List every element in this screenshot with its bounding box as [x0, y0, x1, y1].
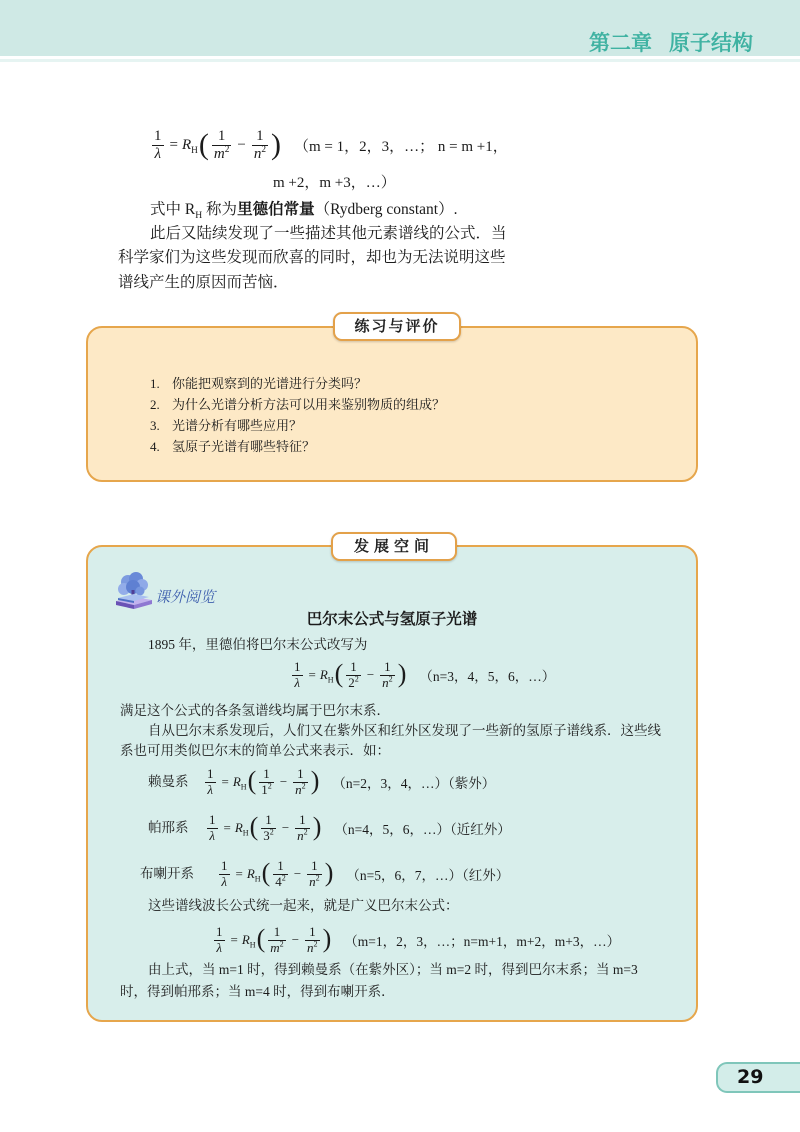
fraction-first-term	[268, 925, 285, 956]
equals-sign: =	[221, 774, 229, 790]
article-title: 巴尔末公式与氢原子光谱	[306, 610, 478, 628]
rydberg-term: 里德伯常量	[237, 200, 315, 218]
lyman-formula-row	[203, 767, 495, 798]
general-balmer-formula	[212, 925, 332, 956]
fraction-one-over-lambda	[214, 925, 225, 956]
minus-sign: −	[237, 137, 246, 154]
denominator-exponent: 2	[224, 145, 230, 156]
rydberg-constant-symbol	[241, 932, 256, 951]
rydberg-constant-symbol	[319, 667, 334, 686]
rydberg-formula	[150, 128, 282, 164]
brackett-condition: （n=5，6，7，…）（红外）	[346, 868, 510, 884]
rydberg-letter: R	[319, 667, 328, 683]
denominator-base: n	[307, 939, 314, 955]
denominator-exponent: 2	[279, 939, 284, 949]
fraction-numerator: 1	[252, 128, 268, 146]
fraction-numerator: 1	[209, 812, 216, 827]
denominator-exponent: 2	[267, 781, 272, 791]
rydberg-letter: R	[181, 137, 192, 154]
exercise-item-number: 4.	[150, 439, 160, 454]
brackett-formula	[217, 859, 334, 890]
paragraph-line: 谱线产生的原因而苦恼．	[118, 274, 289, 291]
denominator-base: 1	[261, 781, 268, 797]
series-name-lyman: 赖曼系	[148, 774, 189, 789]
fraction-denominator	[307, 875, 322, 890]
denominator-base: m	[270, 939, 280, 955]
lambda-symbol: λ	[294, 674, 301, 690]
fraction-numerator: 1	[259, 767, 274, 783]
fraction-second-term	[295, 813, 310, 844]
fraction-numerator: 1	[268, 925, 285, 941]
rydberg-subscript: H	[195, 210, 203, 222]
fraction-numerator: 1	[152, 128, 164, 146]
fraction-second-term	[293, 767, 308, 798]
lambda-symbol: λ	[154, 146, 161, 163]
right-parenthesis: )	[322, 924, 332, 954]
minus-sign: −	[293, 866, 302, 882]
equals-sign: =	[235, 866, 243, 882]
fraction-denominator	[346, 676, 361, 691]
rydberg-subscript: H	[191, 146, 198, 157]
fraction-numerator: 1	[221, 858, 228, 873]
denominator-exponent: 2	[301, 781, 306, 791]
formula-condition-continued: m +2，m +3，…）	[273, 175, 396, 191]
extension-title: 发展空间	[331, 532, 457, 561]
rydberg-subscript: H	[240, 783, 247, 793]
fraction-denominator	[380, 676, 395, 691]
brackett-formula-row	[217, 859, 509, 890]
denominator-exponent: 2	[281, 873, 286, 883]
fraction-denominator	[268, 941, 285, 956]
general-formula-row	[212, 925, 620, 956]
exercise-title: 练习与评价	[333, 312, 461, 341]
rydberg-letter: R	[234, 820, 243, 836]
fraction-numerator: 1	[307, 859, 322, 875]
lambda-symbol: λ	[207, 781, 214, 797]
left-parenthesis: (	[261, 858, 271, 888]
fraction-denominator	[273, 875, 288, 890]
right-parenthesis: )	[312, 812, 322, 842]
fraction-one-over-lambda	[292, 660, 303, 691]
lambda-symbol: λ	[216, 939, 223, 955]
denominator-base: n	[253, 146, 262, 163]
rydberg-letter: R	[246, 866, 255, 882]
discovery-line: 系也可用类似巴尔末的简单公式来表示．如：	[120, 743, 390, 758]
equals-sign: =	[230, 932, 238, 948]
lambda-symbol: λ	[221, 873, 228, 889]
right-parenthesis: )	[324, 858, 334, 888]
fraction-numerator: 1	[261, 813, 276, 829]
general-condition: （m=1，2，3，…；n=m+1，m+2，m+3，…）	[344, 934, 621, 950]
fraction-numerator: 1	[380, 660, 395, 676]
denominator-exponent: 2	[269, 827, 274, 837]
formula-condition: （m = 1，2，3，…； n = m +1，	[293, 139, 508, 156]
left-parenthesis: (	[334, 659, 344, 689]
rydberg-subscript: H	[254, 875, 261, 885]
paragraph-line: 科学家们为这些发现而欣喜的同时，却也为无法说明这些	[118, 249, 506, 266]
balmer-formula-row	[290, 660, 555, 691]
fraction-numerator: 1	[305, 925, 320, 941]
reading-books-icon	[115, 572, 153, 612]
equals-sign: =	[223, 820, 231, 836]
rydberg-letter: R	[232, 774, 241, 790]
fraction-first-term	[273, 859, 288, 890]
denominator-exponent: 2	[315, 873, 320, 883]
exercise-item-text: 你能把观察到的光谱进行分类吗？	[172, 376, 368, 391]
denominator-base: m	[213, 146, 225, 163]
fraction-numerator: 1	[216, 924, 223, 939]
rydberg-subscript: H	[249, 941, 256, 951]
rydberg-constant-symbol	[246, 866, 261, 885]
fraction-denominator	[261, 829, 276, 844]
denominator-exponent: 2	[313, 939, 318, 949]
left-parenthesis: (	[198, 127, 209, 161]
minus-sign: −	[291, 932, 300, 948]
left-parenthesis: (	[247, 766, 257, 796]
rydberg-constant-symbol	[234, 820, 249, 839]
fraction-denominator	[212, 146, 232, 163]
discovery-line: 自从巴尔末系发现后，人们又在紫外区和红外区发现了一些新的氢原子谱线系．这些线	[148, 723, 661, 738]
fraction-second-term	[380, 660, 395, 691]
exercise-item-number: 1.	[150, 376, 160, 391]
conclusion-line: 由上式，当 m=1 时，得到赖曼系（在紫外区）；当 m=2 时，得到巴尔末系；当 m=3	[148, 962, 638, 977]
fraction-numerator: 1	[295, 813, 310, 829]
fraction-second-term	[252, 128, 268, 164]
denominator-base: n	[295, 781, 302, 797]
paschen-formula	[205, 813, 322, 844]
series-name-paschen: 帕邢系	[148, 820, 189, 835]
fraction-first-term	[346, 660, 361, 691]
fraction-second-term	[305, 925, 320, 956]
exercise-item-number: 2.	[150, 397, 160, 412]
fraction-first-term	[259, 767, 274, 798]
paragraph-line: 此后又陆续发现了一些描述其他元素谱线的公式．当	[150, 225, 507, 242]
lyman-formula	[203, 767, 320, 798]
denominator-exponent: 2	[261, 145, 266, 156]
rydberg-subscript: H	[242, 829, 249, 839]
paschen-condition: （n=4，5，6，…）（近红外）	[334, 822, 511, 838]
minus-sign: −	[366, 667, 375, 683]
fraction-numerator: 1	[294, 659, 301, 674]
paschen-formula-row	[205, 813, 511, 844]
fraction-one-over-lambda	[205, 767, 216, 798]
fraction-numerator: 1	[346, 660, 361, 676]
denominator-base: 4	[275, 873, 282, 889]
denominator-base: n	[382, 674, 389, 690]
right-parenthesis: )	[270, 127, 281, 161]
fraction-numerator: 1	[293, 767, 308, 783]
fraction-one-over-lambda	[219, 859, 230, 890]
fraction-first-term	[212, 128, 232, 164]
fraction-numerator: 1	[207, 766, 214, 781]
exercise-item-number: 3.	[150, 418, 160, 433]
rydberg-formula-row	[150, 128, 508, 164]
denominator-exponent: 2	[303, 827, 308, 837]
page-number: 29	[716, 1062, 800, 1093]
reading-label: 课外阅览	[155, 588, 216, 606]
rydberg-subscript: H	[327, 676, 334, 686]
rydberg-letter: R	[184, 201, 196, 218]
right-parenthesis: )	[310, 766, 320, 796]
denominator-base: n	[309, 873, 316, 889]
denominator-base: 2	[348, 674, 355, 690]
general-formula-intro: 这些谱线波长公式统一起来，就是广义巴尔末公式：	[148, 898, 459, 913]
minus-sign: −	[281, 820, 290, 836]
denominator-exponent: 2	[388, 674, 393, 684]
exercise-item-text: 为什么光谱分析方法可以用来鉴别物质的组成？	[172, 397, 446, 412]
conclusion-line: 时，得到帕邢系；当 m=4 时，得到布喇开系．	[120, 984, 395, 999]
fraction-one-over-lambda	[207, 813, 218, 844]
series-name-brackett: 布喇开系	[140, 866, 194, 881]
lambda-symbol: λ	[209, 827, 216, 843]
fraction-denominator	[305, 941, 320, 956]
rydberg-post: （Rydberg constant）.	[314, 201, 458, 218]
left-parenthesis: (	[249, 812, 259, 842]
rydberg-mid: 称为	[202, 201, 238, 218]
chapter-number: 第二章	[589, 31, 652, 55]
fraction-denominator	[252, 146, 268, 163]
rydberg-pre: 式中	[150, 201, 185, 218]
equals-sign: =	[308, 667, 316, 683]
rydberg-letter: R	[241, 932, 250, 948]
minus-sign: −	[279, 774, 288, 790]
balmer-note: 满足这个公式的各条氢谱线均属于巴尔末系．	[120, 703, 390, 718]
chapter-title: 原子结构	[669, 31, 753, 55]
equals-sign: =	[169, 137, 178, 154]
fraction-first-term	[261, 813, 276, 844]
rydberg-constant-symbol	[181, 137, 198, 157]
fraction-numerator: 1	[273, 859, 288, 875]
lyman-condition: （n=2，3，4，…）（紫外）	[332, 776, 496, 792]
article-intro-line: 1895 年，里德伯将巴尔末公式改写为	[148, 637, 368, 652]
exercise-item-text: 光谱分析有哪些应用？	[172, 418, 303, 433]
balmer-formula	[290, 660, 407, 691]
right-parenthesis: )	[397, 659, 407, 689]
fraction-second-term	[307, 859, 322, 890]
left-parenthesis: (	[256, 924, 266, 954]
fraction-denominator	[259, 783, 274, 798]
denominator-exponent: 2	[354, 674, 359, 684]
denominator-base: n	[297, 827, 304, 843]
fraction-denominator	[293, 783, 308, 798]
chapter-heading	[589, 30, 753, 56]
rydberg-constant-symbol	[232, 774, 247, 793]
rydberg-definition	[150, 199, 457, 220]
fraction-one-over-lambda	[152, 128, 164, 164]
fraction-numerator: 1	[212, 128, 232, 146]
exercise-item-text: 氢原子光谱有哪些特征？	[172, 439, 316, 454]
fraction-denominator	[295, 829, 310, 844]
header-divider	[0, 59, 800, 62]
balmer-condition: （n=3，4，5，6，…）	[419, 669, 556, 685]
denominator-base: 3	[263, 827, 270, 843]
